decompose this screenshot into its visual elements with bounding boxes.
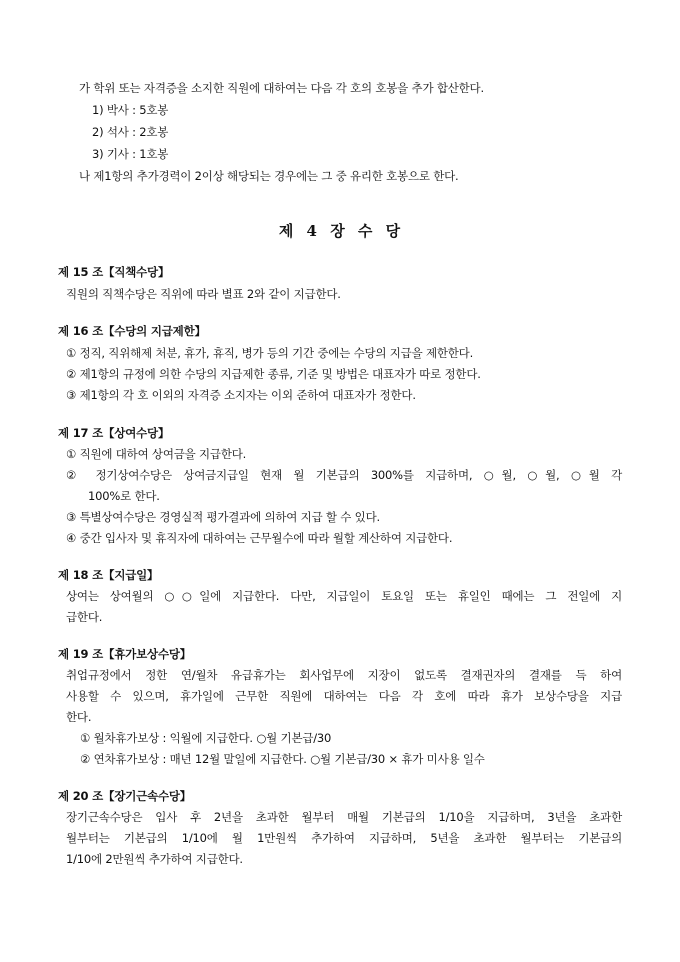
article-16-item-2: ② 제1항의 규정에 의한 수당의 지급제한 종류, 기준 및 방법은 대표자가 따로 정한다. — [66, 367, 481, 381]
article-16-heading: 제 16 조【수당의 지급제한】 — [58, 324, 206, 338]
article-18-line-1: 상여는 상여월의 ○○일에 지급한다. 다만, 지급일이 토요일 또는 휴일인 때에는 그 전일에 지 — [66, 589, 622, 603]
chapter-title: 제 4 장 수 당 — [278, 222, 402, 240]
article-17-item-3: ③ 특별상여수당은 경영실적 평가결과에 의하여 지급 할 수 있다. — [66, 510, 380, 524]
article-20-line-3: 1/10에 2만원씩 추가하여 지급한다. — [66, 852, 243, 866]
sub-item-3: 3) 기사 : 1호봉 — [92, 147, 169, 161]
sub-item-2: 2) 석사 : 2호봉 — [92, 125, 169, 139]
article-18-line-2: 급한다. — [66, 610, 103, 624]
article-19-heading: 제 19 조【휴가보상수당】 — [58, 647, 192, 661]
article-19-line-2: 사용할 수 있으며, 휴가일에 근무한 직원에 대하여는 다음 각 호에 따라 휴가 보상수당을 지급 — [66, 689, 622, 703]
article-20-heading: 제 20 조【장기근속수당】 — [58, 789, 192, 803]
article-17-item-2-cont: 100%로 한다. — [88, 489, 160, 503]
article-17-item-2: ② 정기상여수당은 상여금지급일 현재 월 기본급의 300%를 지급하며, ○월, ○월, ○월 각 — [66, 468, 622, 482]
article-17-item-4: ④ 중간 입사자 및 휴직자에 대하여는 근무월수에 따라 월할 계산하여 지급한다. — [66, 531, 453, 545]
article-16-item-1: ① 정직, 직위해제 처분, 휴가, 휴직, 병가 등의 기간 중에는 수당의 지급을 제한한다. — [66, 346, 474, 360]
article-15-heading: 제 15 조【직책수당】 — [58, 265, 170, 279]
article-16-item-3: ③ 제1항의 각 호 이외의 자격증 소지자는 이외 준하여 대표자가 정한다. — [66, 388, 416, 402]
article-19-item-1: ① 월차휴가보상 : 익월에 지급한다. ○월 기본급/30 — [80, 731, 332, 745]
item-ga: 가 학위 또는 자격증을 소지한 직원에 대하여는 다음 각 호의 호봉을 추가 합산한다. — [79, 81, 484, 95]
article-18-heading: 제 18 조【지급일】 — [58, 568, 159, 582]
article-17-item-1: ① 직원에 대하여 상여금을 지급한다. — [66, 447, 247, 461]
article-19-line-3: 한다. — [66, 710, 92, 724]
article-20-line-2: 월부터는 기본급의 1/10에 월 1만원씩 추가하여 지급하며, 5년을 초과한 월부터는 기본급의 — [66, 831, 622, 845]
article-15-line-1: 직원의 직책수당은 직위에 따라 별표 2와 같이 지급한다. — [66, 287, 341, 301]
article-19-line-1: 취업규정에서 정한 연/월차 유급휴가는 회사업무에 지장이 없도록 결재권자의 결재를 득 하여 — [66, 668, 622, 682]
sub-item-1: 1) 박사 : 5호봉 — [92, 103, 169, 117]
item-na: 나 제1항의 추가경력이 2이상 해당되는 경우에는 그 중 유리한 호봉으로 한다. — [79, 169, 459, 183]
article-17-heading: 제 17 조【상여수당】 — [58, 426, 170, 440]
article-20-line-1: 장기근속수당은 입사 후 2년을 초과한 월부터 매월 기본급의 1/10을 지급하며, 3년을 초과한 — [66, 810, 622, 824]
article-19-item-2: ② 연차휴가보상 : 매년 12월 말일에 지급한다. ○월 기본급/30 × 휴가 미사용 일수 — [80, 752, 485, 766]
